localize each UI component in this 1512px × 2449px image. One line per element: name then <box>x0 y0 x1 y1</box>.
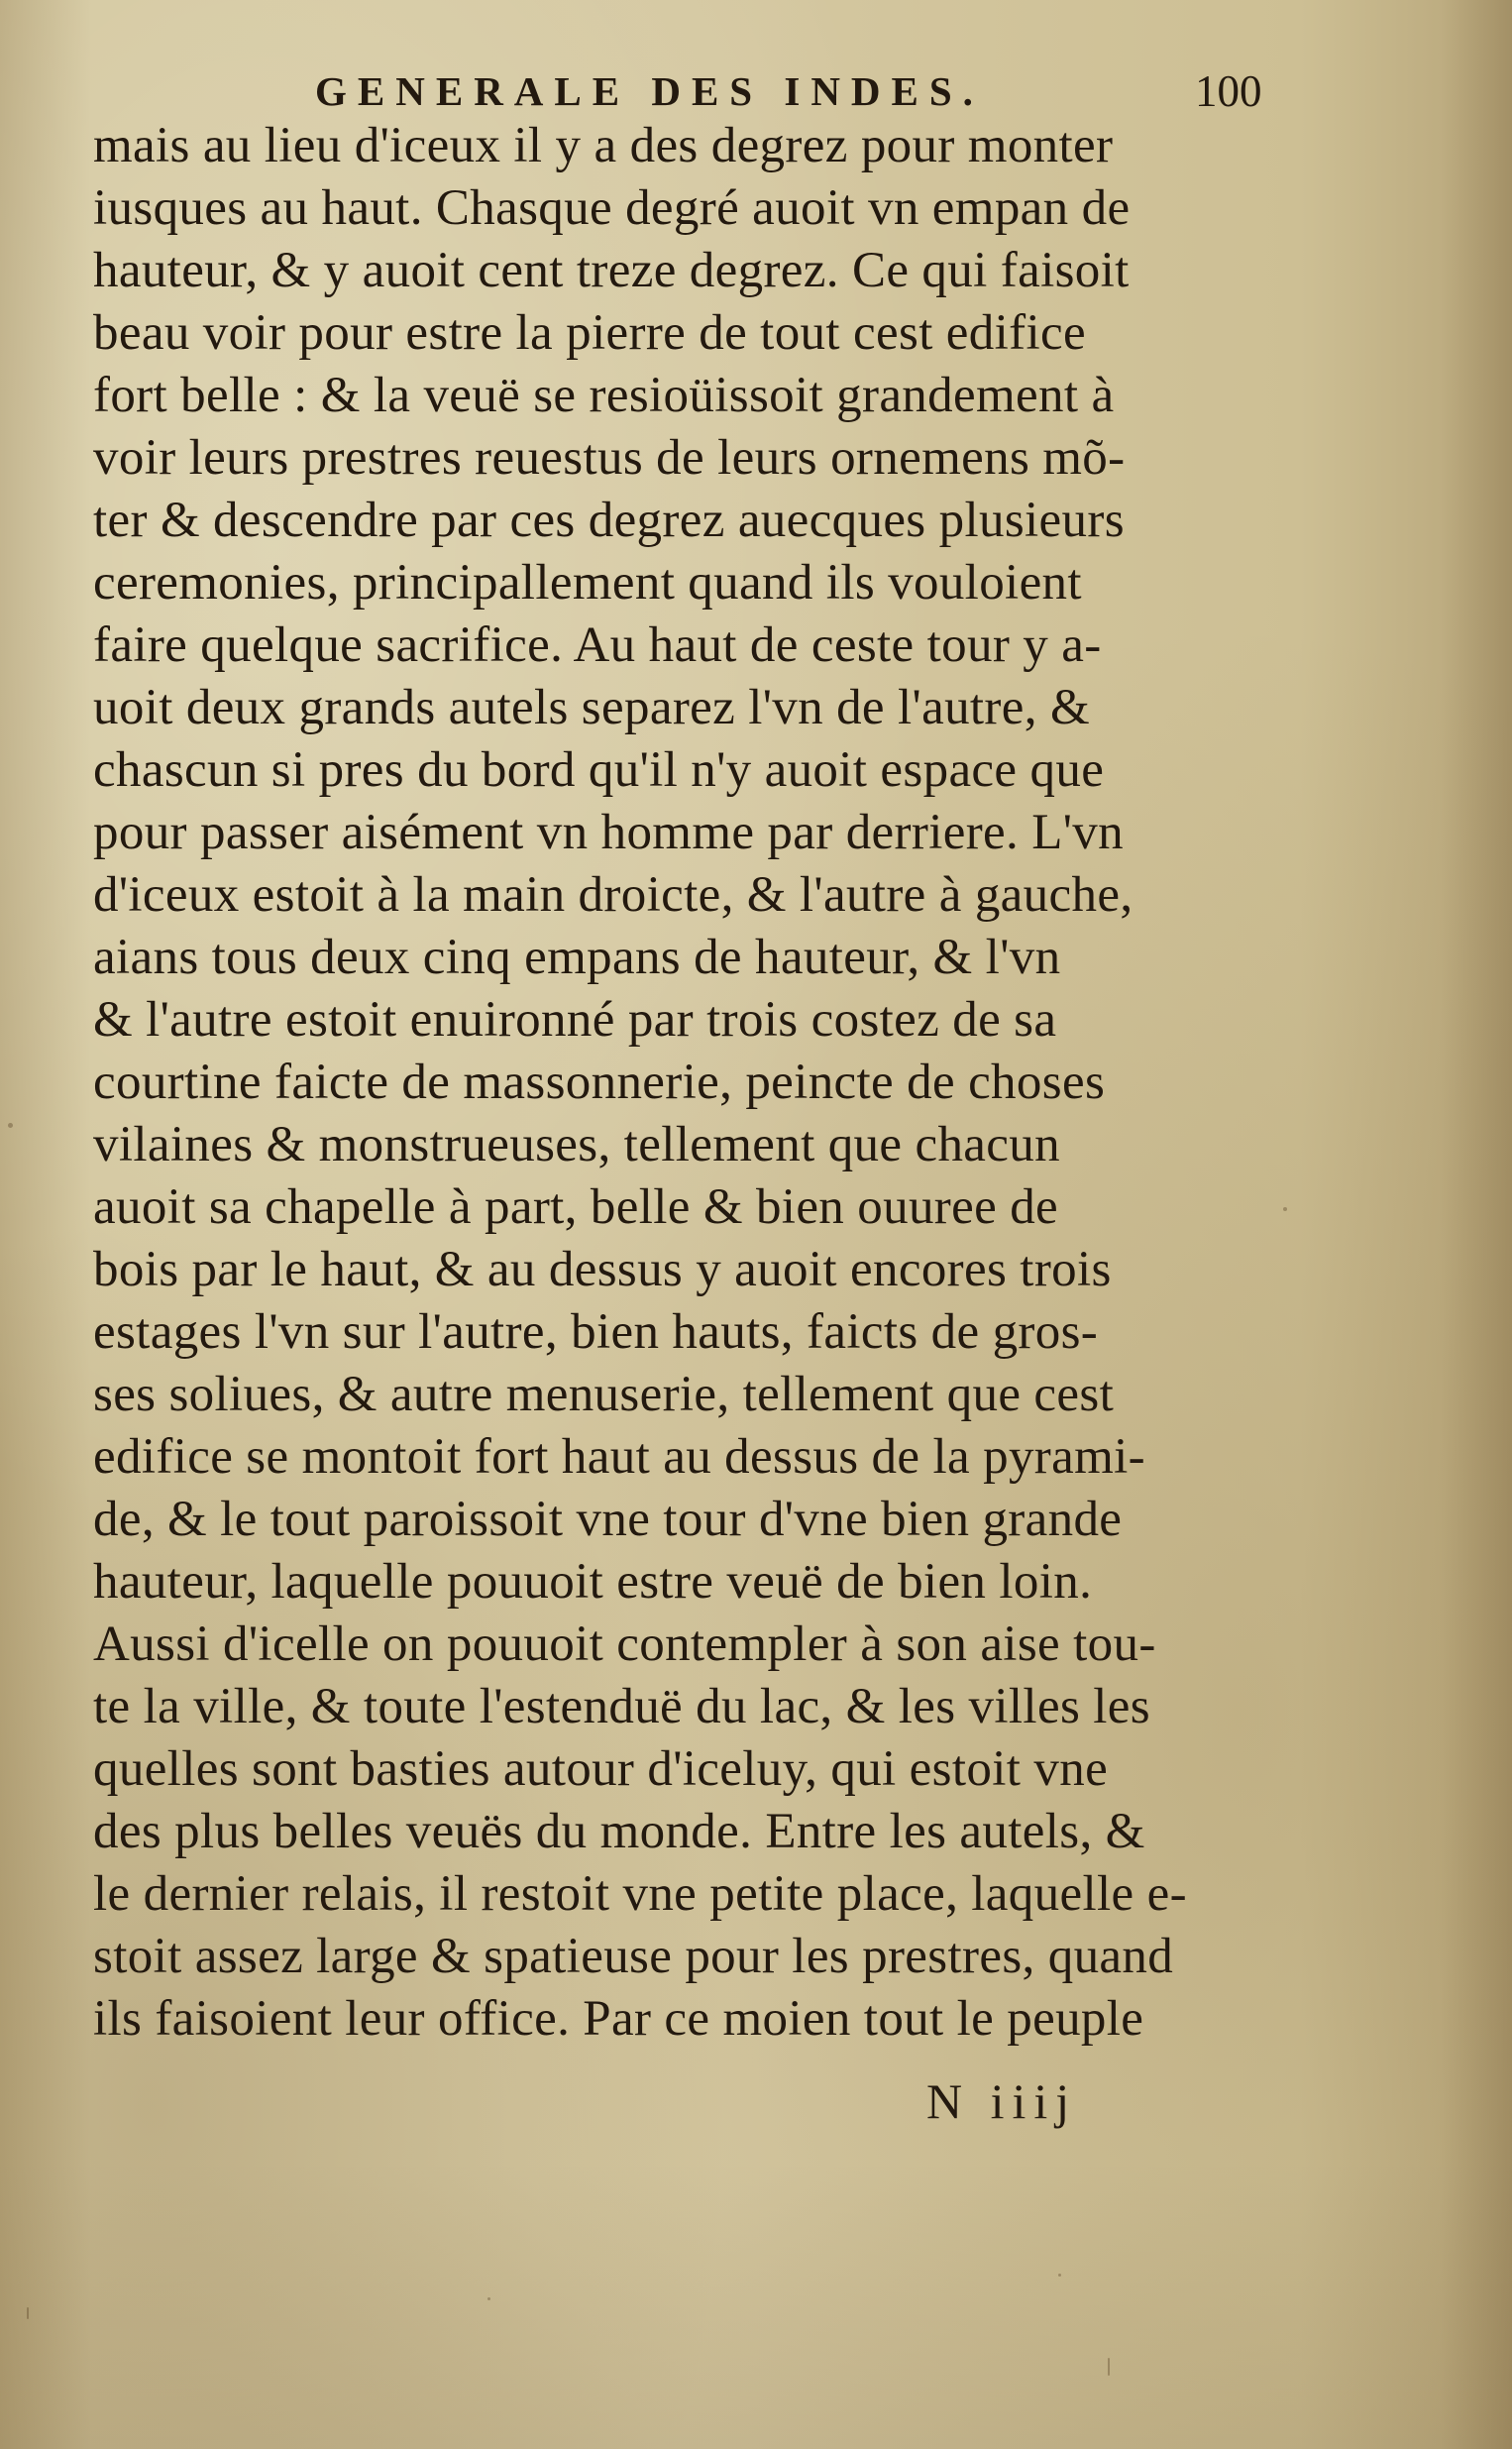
text-line: faire quelque sacrifice. Au haut de ceste tour y a- <box>93 617 1102 673</box>
page-header <box>315 61 1306 121</box>
text-line: d'iceux estoit à la main droicte, & l'autre à gauche, <box>93 867 1134 923</box>
text-line: de, & le tout paroissoit vne tour d'vne bien grande <box>93 1492 1123 1547</box>
text-line: stoit assez large & spatieuse pour les prestres, quand <box>93 1929 1174 1984</box>
text-line: fort belle : & la veuë se resioüissoit grandement à <box>93 368 1115 423</box>
text-line: voir leurs prestres reuestus de leurs ornemens mõ- <box>93 430 1126 486</box>
text-line: estages l'vn sur l'autre, bien hauts, faicts de gros- <box>93 1304 1099 1360</box>
text-line: ter & descendre par ces degrez auecques plusieurs <box>93 493 1125 548</box>
page-edge-shadow <box>1441 0 1512 2449</box>
main-text-block <box>93 115 1286 2058</box>
text-line: vilaines & monstrueuses, tellement que chacun <box>93 1117 1060 1172</box>
text-line: courtine faicte de massonnerie, peincte de choses <box>93 1055 1106 1110</box>
text-line: pour passer aisément vn homme par derriere. L'vn <box>93 805 1124 860</box>
bottom-paper-wear <box>0 2162 1512 2449</box>
text-line: hauteur, & y auoit cent treze degrez. Ce qui faisoit <box>93 243 1130 298</box>
text-line: ses soliues, & autre menuserie, tellement que cest <box>93 1367 1115 1422</box>
running-title: GENERALE DES INDES. <box>315 68 984 114</box>
paper-speck <box>8 1123 13 1128</box>
page-number: 100 <box>1195 66 1262 116</box>
text-line: ils faisoient leur office. Par ce moien tout le peuple <box>93 1991 1144 2047</box>
text-line: auoit sa chapelle à part, belle & bien ouuree de <box>93 1179 1059 1235</box>
text-line: des plus belles veuës du monde. Entre les autels, & <box>93 1804 1145 1859</box>
signature-mark: N iiij <box>926 2073 1078 2129</box>
text-line: Aussi d'icelle on pouuoit contempler à son aise tou- <box>93 1616 1156 1672</box>
text-line: hauteur, laquelle pouuoit estre veuë de bien loin. <box>93 1554 1093 1610</box>
text-line: ceremonies, principallement quand ils vouloient <box>93 555 1082 611</box>
text-line: bois par le haut, & au dessus y auoit encores trois <box>93 1242 1112 1297</box>
text-line: quelles sont basties autour d'iceluy, qui estoit vne <box>93 1741 1109 1797</box>
text-line: iusques au haut. Chasque degré auoit vn empan de <box>93 180 1131 236</box>
text-line: edifice se montoit fort haut au dessus de la pyrami- <box>93 1429 1145 1485</box>
text-line: aians tous deux cinq empans de hauteur, & l'vn <box>93 930 1061 985</box>
text-line: te la ville, & toute l'estenduë du lac, & les villes les <box>93 1679 1150 1734</box>
text-line: chascun si pres du bord qu'il n'y auoit espace que <box>93 742 1105 798</box>
text-line: le dernier relais, il restoit vne petite place, laquelle e- <box>93 1866 1187 1922</box>
text-line: beau voir pour estre la pierre de tout cest edifice <box>93 305 1086 361</box>
text-line: mais au lieu d'iceux il y a des degrez pour monter <box>93 118 1114 173</box>
text-line: uoit deux grands autels separez l'vn de l'autre, & <box>93 680 1090 735</box>
text-line: & l'autre estoit enuironné par trois costez de sa <box>93 992 1057 1048</box>
